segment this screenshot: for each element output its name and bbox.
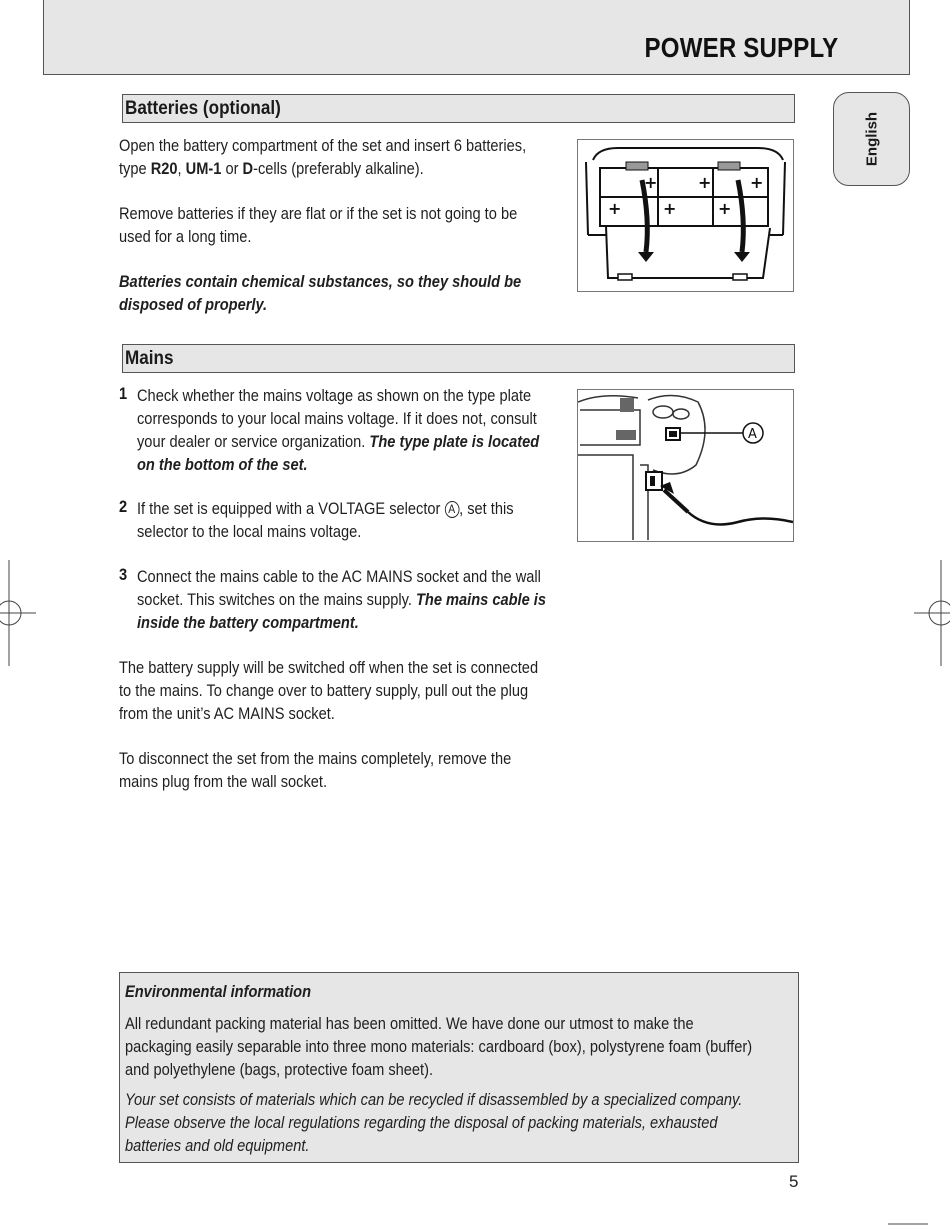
text-line: Check whether the mains voltage as shown on the type plate — [137, 386, 532, 405]
page-number: 5 — [789, 1172, 799, 1191]
language-tab — [833, 92, 910, 186]
text-line: Your set consists of materials which can be recycled if disassembled by a specialized company. — [125, 1090, 743, 1109]
section-heading-batteries — [122, 94, 795, 123]
environmental-heading: Environmental information — [125, 982, 312, 1001]
mains-paragraph-battery-off — [119, 656, 538, 725]
section-heading-mains — [122, 344, 795, 373]
text-line: Open the battery compartment of the set and insert 6 batteries, — [119, 136, 527, 155]
language-tab-label: English — [863, 111, 880, 167]
mains-socket-illustration — [577, 389, 794, 542]
text-line: To disconnect the set from the mains completely, remove the — [119, 749, 512, 768]
battery-compartment-drawing — [578, 140, 793, 291]
text-line: Batteries contain chemical substances, so they should be — [119, 272, 522, 291]
environmental-paragraph-1 — [125, 1012, 752, 1081]
text-line: selector to the local mains voltage. — [137, 522, 362, 541]
svg-text:+: + — [608, 199, 622, 218]
text-line: on the bottom of the set. — [137, 455, 308, 474]
text-line: corresponds to your local mains voltage. If it does not, consult — [137, 409, 537, 428]
mains-heading: Mains — [125, 348, 174, 369]
environmental-paragraph-2 — [125, 1088, 742, 1157]
text-line: your dealer or service organization. The type plate is located — [137, 432, 540, 451]
text-line: Connect the mains cable to the AC MAINS socket and the wall — [137, 567, 541, 586]
crop-mark-bottom — [888, 1222, 928, 1226]
svg-text:+: + — [750, 173, 764, 192]
voltage-selector-marker: A — [444, 501, 459, 518]
mains-step-3 — [137, 565, 546, 634]
text-line: packaging easily separable into three mono materials: cardboard (box), polystyrene foam (buffer) — [125, 1037, 753, 1056]
text-line: mains plug from the wall socket. — [119, 772, 328, 791]
text-line: batteries and old equipment. — [125, 1136, 310, 1155]
text-line: disposed of properly. — [119, 295, 268, 314]
text-line: socket. This switches on the mains supply. The mains cable is — [137, 590, 547, 609]
text-line: type R20, UM-1 or D-cells (preferably alkaline). — [119, 159, 424, 178]
svg-text:+: + — [663, 199, 677, 218]
step-number: 2 — [119, 497, 128, 516]
crop-mark-left — [0, 560, 36, 666]
text-line: Remove batteries if they are flat or if the set is not going to be — [119, 204, 518, 223]
text-line: inside the battery compartment. — [137, 613, 359, 632]
text-line: The battery supply will be switched off when the set is connected — [119, 658, 539, 677]
text-line: to the mains. To change over to battery supply, pull out the plug — [119, 681, 529, 700]
mains-step-1 — [137, 384, 539, 476]
crop-mark-right — [914, 560, 950, 666]
text-line: from the unit’s AC MAINS socket. — [119, 704, 335, 723]
svg-text:+: + — [718, 199, 732, 218]
batteries-paragraph-2 — [119, 202, 517, 248]
figure-label-a: A — [748, 427, 757, 442]
page-title: POWER SUPPLY — [644, 32, 838, 63]
battery-compartment-illustration — [577, 139, 794, 292]
batteries-warning — [119, 270, 521, 316]
text-line: Please observe the local regulations regarding the disposal of packing materials, exhausted — [125, 1113, 718, 1132]
text-line: used for a long time. — [119, 227, 252, 246]
step-number: 3 — [119, 565, 128, 584]
text-line: All redundant packing material has been omitted. We have done our utmost to make the — [125, 1014, 694, 1033]
mains-paragraph-disconnect — [119, 747, 511, 793]
batteries-paragraph-1 — [119, 134, 526, 180]
step-number: 1 — [119, 384, 128, 403]
svg-text:+: + — [698, 173, 712, 192]
batteries-heading: Batteries (optional) — [125, 98, 281, 119]
text-line: If the set is equipped with a VOLTAGE selector A , set this — [137, 499, 514, 518]
svg-text:+: + — [644, 173, 658, 192]
text-line: and polyethylene (bags, protective foam sheet). — [125, 1060, 434, 1079]
mains-socket-drawing — [578, 390, 793, 541]
mains-step-2 — [137, 497, 514, 543]
